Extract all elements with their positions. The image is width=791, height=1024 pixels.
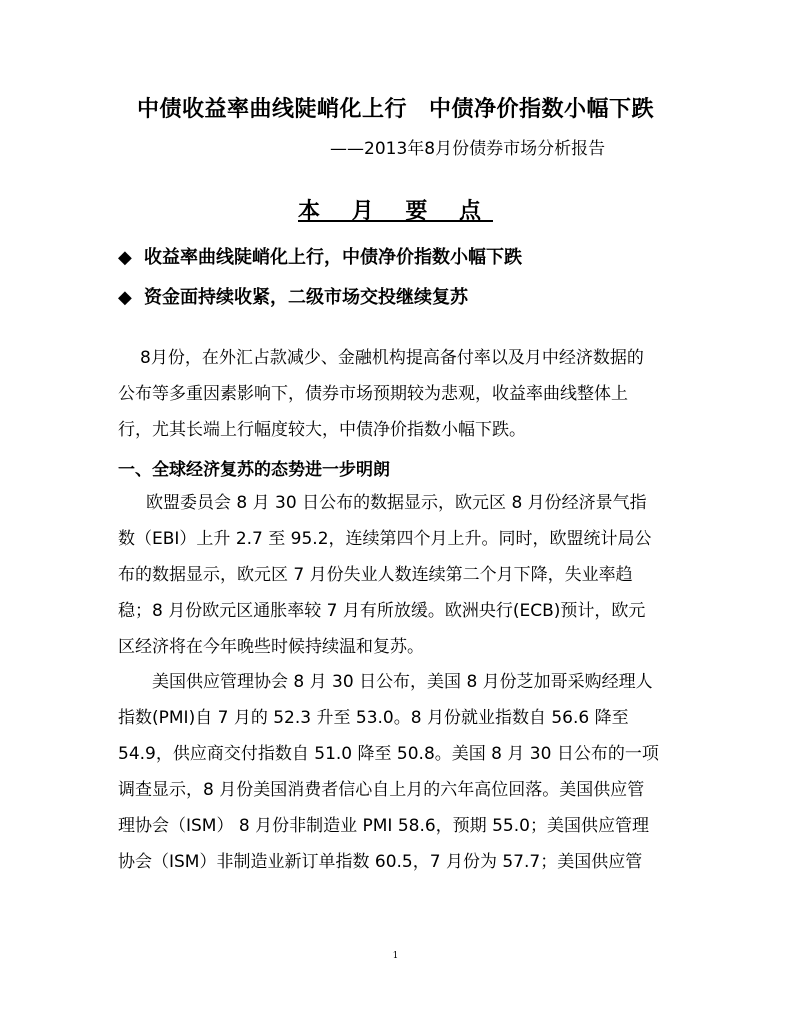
paragraph-line: 行，尤其长端上行幅度较大，中债净价指数小幅下跌。 [118, 420, 526, 440]
diamond-bullet-icon: ◆ [118, 287, 132, 308]
paragraph-line: 布的数据显示，欧元区 7 月份失业人数连续第二个月下降，失业率趋 [118, 565, 633, 585]
highlight-text: 收益率曲线陡峭化上行，中债净价指数小幅下跌 [144, 247, 522, 268]
highlight-text: 资金面持续收紧，二级市场交投继续复苏 [144, 287, 468, 308]
paragraph-line: 54.9，供应商交付指数自 51.0 降至 50.8。美国 8 月 30 日公布的一项 [118, 744, 659, 764]
section-heading-1: 一、全球经济复苏的态势进一步明朗 [118, 460, 390, 480]
highlights-heading: 本 月 要 点 [298, 199, 493, 224]
paragraph-line: 协会（ISM）非制造业新订单指数 60.5，7 月份为 57.7；美国供应管 [118, 852, 643, 872]
diamond-bullet-icon: ◆ [118, 247, 132, 268]
paragraph-line: 8月份，在外汇占款减少、金融机构提高备付率以及月中经济数据的 [140, 348, 644, 368]
report-title-part1: 中债收益率曲线陡峭化上行 [136, 97, 407, 122]
highlight-bullet [118, 283, 468, 309]
paragraph-line: 指数(PMI)自 7 月的 52.3 升至 53.0。8 月份就业指数自 56.6 降至 [118, 708, 629, 728]
paragraph-line: 公布等多重因素影响下，债券市场预期较为悲观，收益率曲线整体上 [118, 384, 628, 404]
report-subtitle: ——2013年8月份债券市场分析报告 [330, 139, 606, 159]
paragraph-line: 理协会（ISM） 8 月份非制造业 PMI 58.6，预期 55.0；美国供应管理 [118, 816, 649, 836]
paragraph-line: 区经济将在今年晚些时候持续温和复苏。 [118, 637, 424, 657]
paragraph-line: 美国供应管理协会 8 月 30 日公布，美国 8 月份芝加哥采购经理人 [152, 672, 653, 692]
page-number: 1 [392, 951, 399, 961]
paragraph-line: 稳；8 月份欧元区通胀率较 7 月有所放缓。欧洲央行(ECB)预计，欧元 [118, 601, 646, 621]
paragraph-line: 数（EBI）上升 2.7 至 95.2，连续第四个月上升。同时，欧盟统计局公 [118, 529, 652, 549]
highlight-bullet [118, 243, 522, 269]
paragraph-line: 调查显示，8 月份美国消费者信心自上月的六年高位回落。美国供应管 [118, 780, 645, 800]
paragraph-line: 欧盟委员会 8 月 30 日公布的数据显示，欧元区 8 月份经济景气指 [146, 493, 647, 513]
report-title [0, 92, 791, 123]
report-title-part2: 中债净价指数小幅下跌 [429, 97, 655, 122]
